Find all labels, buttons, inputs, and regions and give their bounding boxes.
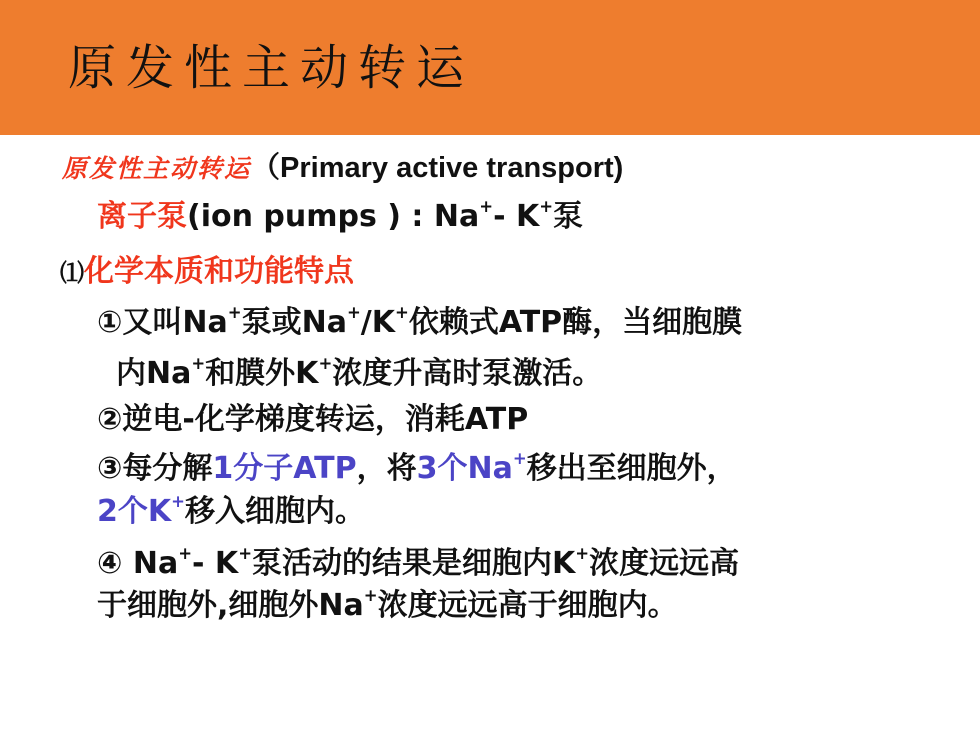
superscript-plus: + bbox=[479, 196, 494, 216]
p1-text-b: 泵或Na bbox=[241, 305, 347, 340]
subtitle-chinese: 原发性主动转运 bbox=[62, 154, 252, 183]
paragraph-3-line-1 bbox=[97, 447, 737, 491]
p4-text-b: - K bbox=[192, 546, 239, 581]
superscript-plus: + bbox=[539, 196, 554, 216]
superscript-plus: + bbox=[178, 543, 193, 563]
p3-na-count: 3个Na bbox=[416, 451, 513, 486]
p1-text-e: 内Na bbox=[116, 356, 192, 391]
p3-text-e: 移出至细胞外， bbox=[526, 451, 737, 486]
ion-pump-sep: - K bbox=[493, 199, 540, 234]
superscript-plus: + bbox=[191, 353, 206, 373]
p4-text-e: 于细胞外,细胞外Na bbox=[97, 588, 364, 623]
paragraph-3-line-2 bbox=[97, 490, 365, 534]
ion-pump-suffix: 泵 bbox=[553, 199, 584, 234]
paragraph-1-line-2 bbox=[116, 352, 602, 396]
paragraph-4-line-1 bbox=[97, 542, 739, 586]
superscript-plus: + bbox=[395, 302, 409, 322]
paragraph-2: ②逆电-化学梯度转运，消耗ATP bbox=[97, 402, 529, 437]
p4-text-c: 泵活动的结果是细胞内K bbox=[252, 546, 576, 581]
p3-text-g: 移入细胞内。 bbox=[184, 494, 365, 529]
ion-pump-line bbox=[97, 195, 583, 239]
superscript-plus: + bbox=[171, 491, 185, 511]
p3-atp-count: 1分子ATP bbox=[212, 451, 357, 486]
p3-text-a: ③每分解 bbox=[97, 451, 213, 486]
p1-text-f: 和膜外K bbox=[205, 356, 319, 391]
superscript-plus: + bbox=[318, 353, 333, 373]
paragraph-1-line-1 bbox=[97, 301, 742, 345]
p4-text-a: ④ Na bbox=[97, 546, 179, 581]
subtitle-line bbox=[62, 148, 623, 192]
superscript-plus: + bbox=[238, 543, 253, 563]
p1-text-d: 依赖式ATP酶，当细胞膜 bbox=[408, 305, 743, 340]
paragraph-4-line-2 bbox=[97, 584, 678, 628]
superscript-plus: + bbox=[346, 302, 361, 322]
subtitle-english: （Primary active transport) bbox=[251, 152, 624, 184]
slide-title: 原发性主动转运 bbox=[68, 40, 475, 96]
p1-text-c: /K bbox=[360, 305, 395, 340]
p4-text-f: 浓度远远高于细胞内。 bbox=[377, 588, 678, 623]
p1-text-g: 浓度升高时泵激活。 bbox=[332, 356, 603, 391]
superscript-plus: + bbox=[512, 448, 527, 468]
section-marker: ⑴ bbox=[60, 259, 84, 287]
section-heading bbox=[60, 250, 354, 295]
title-banner bbox=[0, 0, 980, 135]
ion-pump-term: 离子泵 bbox=[97, 199, 187, 234]
p1-text-a: ①又叫Na bbox=[97, 305, 228, 340]
ion-pump-text: (ion pumps ) : Na bbox=[187, 199, 480, 234]
superscript-plus: + bbox=[227, 302, 242, 322]
superscript-plus: + bbox=[363, 585, 378, 605]
section-title: 化学本质和功能特点 bbox=[84, 254, 354, 289]
superscript-plus: + bbox=[575, 543, 590, 563]
p3-k-count: 2个K bbox=[97, 494, 172, 529]
p4-text-d: 浓度远远高 bbox=[589, 546, 740, 581]
p3-text-c: ，将 bbox=[356, 451, 417, 486]
